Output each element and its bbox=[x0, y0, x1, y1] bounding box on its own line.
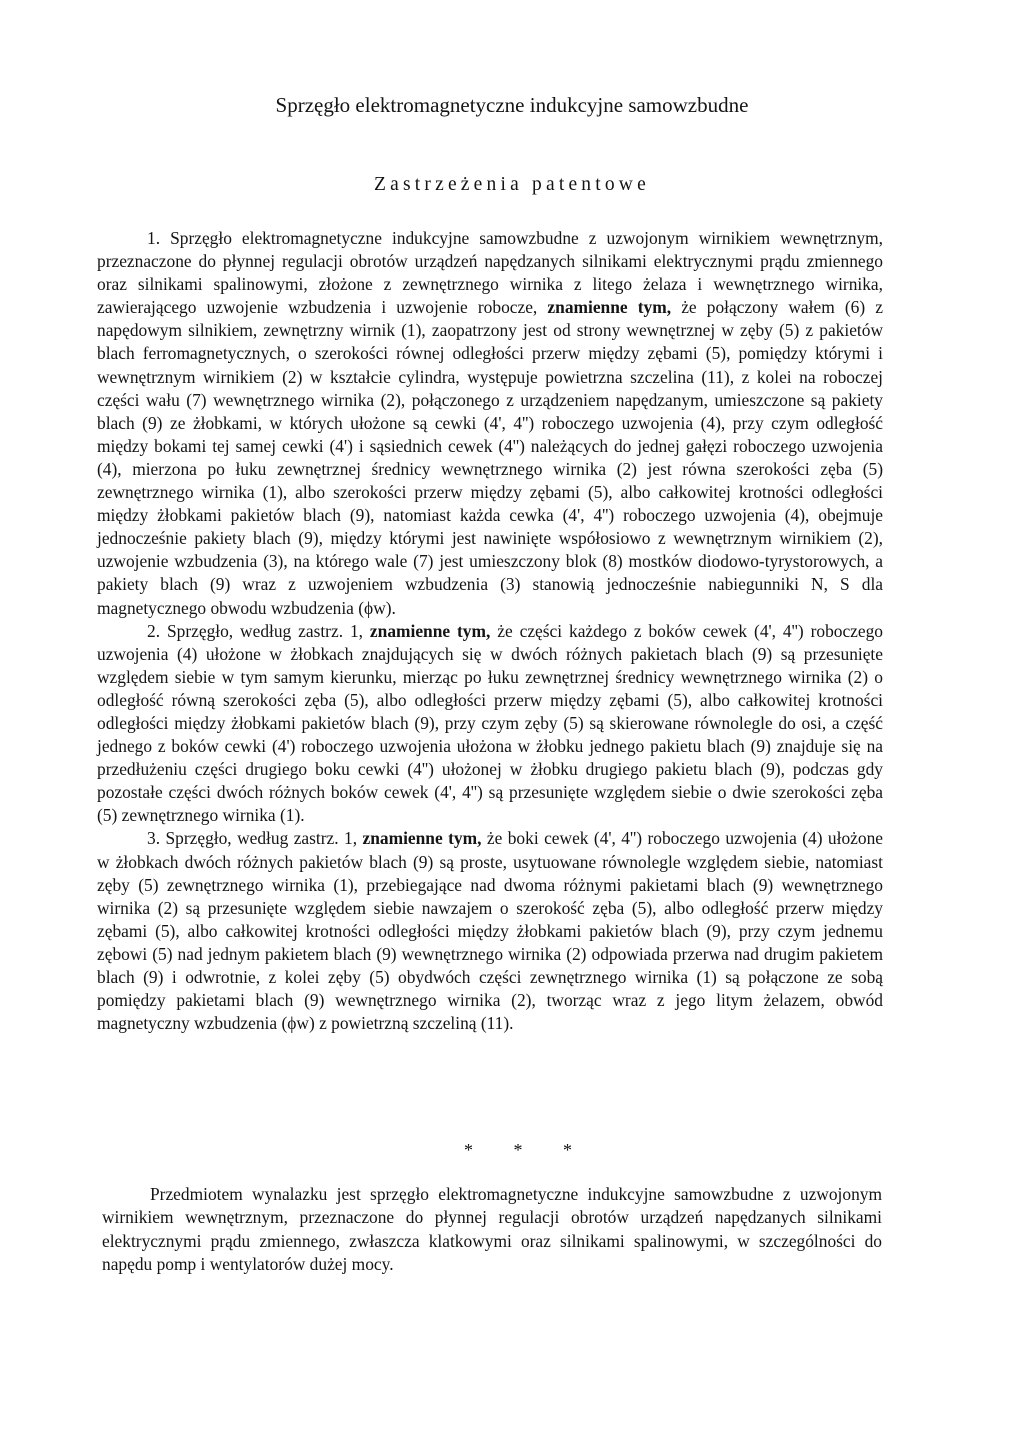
claim-text: Sprzęgło, według zastrz. 1, bbox=[165, 828, 358, 849]
claims-list bbox=[97, 227, 883, 1035]
claim-text: Sprzęgło, według zastrz. 1, bbox=[166, 620, 363, 641]
claim-text: że części każdego z boków cewek (4', 4'') roboczego uzwojenia (4) ułożone w żłobkach znajdujących się w dwóch różnych pakietach blach (9) są przesunięte względem siebie w tym samym kierunku, mierząc po łuku zewnętrznej średnicy wewnętrznego wirnika (2) o odległość równą szerokości zęba (5), albo odległości przerw między zębami (5), albo całkowitej krotności odległości między żłobkami pakietów blach (9), przy czym zęby (5) są skierowane równolegle do osi, a część jednego z boków cewki (4') roboczego uzwojenia ułożona w żłobku jednego pakietu blach (9) znajduje się na przedłużeniu części drugiego boku cewki (4'') ułożonej w żłobku drugiego pakietu blach (9), podczas gdy pozostałe części dwóch różnych boków cewek (4', 4'') są przesunięte względem siebie o dwie szerokości zęba (5) zewnętrznego wirnika (1). bbox=[97, 620, 884, 826]
claim-1 bbox=[97, 227, 883, 620]
claim-text: że połączony wałem (6) z napędowym silnikiem, zewnętrzny wirnik (1), zaopatrzony jest od strony wewnętrznej w zęby (5) z pakietów blach ferromagnetycznych, o szerokości równej odległości przerw między zębami (5), pomiędzy którymi i wewnętrznym wirnikiem (2) w kształcie cylindra, występuje powietrzna szczelina (11), z kolei na roboczej części wału (7) wewnętrznego wirnika (2), połączonego z urządzeniem napędzanym, umieszczone są pakiety blach (9) ze żłobkami, w których ułożone są cewki (4', 4'') roboczego uzwojenia (4), przy czym odległość między bokami tej samej cewki (4') i sąsiednich cewek (4'') należących do jednej gałęzi roboczego uzwojenia (4), mierzona po łuku zewnętrznej średnicy wewnętrznego wirnika (2) jest równa szerokości zęba (5) zewnętrznego wirnika (1), albo szerokości przerw między zębami (5), albo całkowitej krotności odległości między żłobkami pakietów blach (9), natomiast każda cewka (4', 4'') roboczego uzwojenia (4), obejmuje jednocześnie pakiety blach (9), między którymi jest nawinięte współosiowo z wewnętrznym wirnikiem (2), uzwojenie wzbudzenia (3), na którego wale (7) jest umieszczony blok (8) mostków diodowo-tyrystorowych, a pakiety blach (9) wraz z uzwojeniem wzbudzenia (3) stanowią jednocześnie nabiegunniki N, S dla magnetycznego obwodu wzbudzenia (ϕw). bbox=[97, 297, 883, 618]
claim-number: 2. bbox=[147, 620, 161, 641]
claim-emphasis: znamienne tym, bbox=[362, 828, 482, 849]
claim-2 bbox=[97, 620, 883, 828]
claim-3 bbox=[97, 827, 883, 1035]
claim-number: 1. bbox=[147, 228, 161, 248]
section-heading: Zastrzeżenia patentowe bbox=[374, 174, 650, 195]
document-title: Sprzęgło elektromagnetyczne indukcyjne samowzbudne bbox=[275, 93, 749, 117]
claim-emphasis: znamienne tym, bbox=[547, 297, 672, 318]
description-paragraph: Przedmiotem wynalazku jest sprzęgło elektromagnetyczne indukcyjne samowzbudne z uzwojonym wirnikiem wewnętrznym, przeznaczone do płynnej regulacji obrotów urządzeń napędzanych silnikami elektrycznymi prądu zmiennego, zwłaszcza klatkowymi oraz silnikami spalinowymi, w szczególności do napędu pomp i wentylatorów dużej mocy. bbox=[102, 1184, 882, 1275]
section-separator: * * * bbox=[464, 1140, 590, 1160]
claim-number: 3. bbox=[147, 828, 161, 849]
claim-emphasis: znamienne tym, bbox=[369, 620, 491, 641]
claim-text: że boki cewek (4', 4'') roboczego uzwojenia (4) ułożone w żłobkach dwóch różnych pakietów blach (9) są proste, usytuowane równolegle względem siebie, natomiast zęby (5) zewnętrznego wirnika (1), przebiegające nad dwoma różnymi pakietami blach (9) wewnętrznego wirnika (2) są przesunięte względem siebie nawzajem o szerokość zęba (5), albo odległość przerw między zębami (5), albo całkowitej krotności odległości między żłobkami pakietów blach (9), przy czym jednemu zębowi (5) nad jednym pakietem blach (9) wewnętrznego wirnika (2) odpowiada przerwa nad drugim pakietem blach (9) i odwrotnie, z kolei zęby (5) obydwóch części zewnętrznego wirnika (1) są połączone ze sobą pomiędzy pakietami blach (9) wewnętrznego wirnika (2), tworząc wraz z jego litym żelazem, obwód magnetyczny wzbudzenia (ϕw) z powietrzną szczeliną (11). bbox=[97, 828, 883, 1034]
description bbox=[102, 1183, 882, 1277]
claim-text: Sprzęgło elektromagnetyczne indukcyjne samowzbudne z uzwojonym wirnikiem wewnętrznym, przeznaczone do płynnej regulacji obrotów urządzeń napędzanych silnikami elektrycznymi prądu zmiennego oraz silnikami spalinowymi, złożone z zewnętrznego wirnika z litego żelaza i wewnętrznego wirnika, zawierającego uzwojenie wzbudzenia i uzwojenie robocze, bbox=[97, 228, 883, 318]
